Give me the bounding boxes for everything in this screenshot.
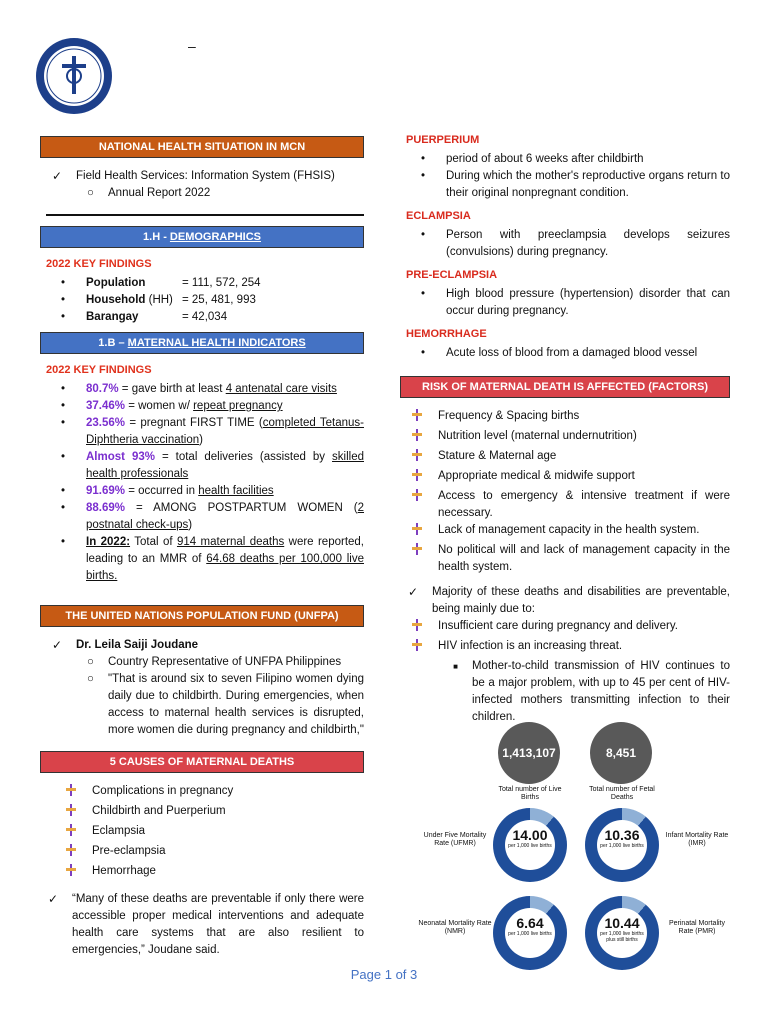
section-header-risk-factors: RISK OF MATERNAL DEATH IS AFFECTED (FACTORS) [400,376,730,398]
list-item: Pre-eclampsia [60,843,364,863]
section-header-causes: 5 CAUSES OF MATERNAL DEATHS [40,751,364,773]
ufmr-ring: 14.00 per 1,000 live births [493,808,567,882]
pin-icon [406,522,438,542]
pmr-ring: 10.44 per 1,000 live births plus still births [585,896,659,970]
list-item: No political will and lack of management capacity in the health system. [406,542,730,576]
pin-icon [406,408,438,428]
section-header-unfpa: THE UNITED NATIONS POPULATION FUND (UNFPA) [40,605,364,627]
list-item: • Person with preeclampsia develops seizures (convulsions) during pregnancy. [400,227,730,261]
heading-puerperium: PUERPERIUM [406,134,480,146]
nmr-ring: 6.64 per 1,000 live births [493,896,567,970]
list-item: Lack of management capacity in the health system. [406,522,730,542]
list-item: Appropriate medical & midwife support [406,468,730,488]
key-findings-heading: 2022 KEY FINDINGS [46,364,152,376]
list-item: Hemorrhage [60,863,364,883]
list-item: ✓ Dr. Leila Saiji Joudane [44,637,364,654]
list-item: • 91.69% = occurred in health facilities [40,483,364,500]
circle-bullet-icon: ○ [87,673,94,685]
list-item: • Barangay = 42,034 [40,309,364,326]
list-item: ✓ Field Health Services: Information System (FHSIS) [44,168,364,185]
section-header-maternal-health-indicators: 1.B – MATERNAL HEALTH INDICATORS [40,332,364,354]
ufmr-label: Under Five Mortality Rate (UFMR) [423,832,487,847]
list-item: ✓ “Many of these deaths are preventable if only there were accessible proper medical interventions and adequate health care systems that are also resilient to emergencies,” Joudane said. [40,891,364,959]
list-item: • 80.7% = gave birth at least 4 antenatal care visits [40,381,364,398]
check-icon: ✓ [51,169,62,183]
list-item: • In 2022: Total of 914 maternal deaths were reported, leading to an MMR of 64.68 deaths per 100,000 live births. [40,534,364,585]
list-item: Insufficient care during pregnancy and delivery. [406,618,730,638]
bullet-icon: • [420,229,426,241]
right-column [400,134,730,726]
check-icon: ✓ [47,892,58,906]
demographics-list [40,275,364,326]
list-item: • Acute loss of blood from a damaged blood vessel [400,345,730,362]
check-icon: ✓ [407,585,418,599]
list-item: HIV infection is an increasing threat. [406,638,730,658]
fetal-deaths-label: Total number of Fetal Deaths [589,786,655,801]
bullet-icon: • [420,347,426,359]
circle-bullet-icon: ○ [87,187,94,199]
pin-icon [406,542,438,562]
circle-bullet-icon: ○ [87,656,94,668]
list-item: Eclampsia [60,823,364,843]
heading-hemorrhage: HEMORRHAGE [406,328,487,340]
divider [46,214,364,216]
section-header-national-health: NATIONAL HEALTH SITUATION IN MCN [40,136,364,158]
live-births-label: Total number of Live Births [498,786,562,801]
list-item: Nutrition level (maternal undernutrition) [406,428,730,448]
heading-pre-eclampsia: PRE-ECLAMPSIA [406,269,498,281]
list-item: Access to emergency & intensive treatment if were necessary. [406,488,730,522]
nmr-label: Neonatal Mortality Rate (NMR) [418,920,492,935]
bullet-icon: • [60,294,66,306]
list-item: ○ Annual Report 2022 [76,185,364,202]
pin-icon [60,783,92,803]
list-item: • Almost 93% = total deliveries (assisted by skilled health professionals [40,449,364,483]
list-item: • 23.56% = pregnant FIRST TIME (completed Tetanus- Diphtheria vaccination) [40,415,364,449]
pin-icon [406,618,438,638]
list-item: ■ Mother-to-child transmission of HIV continues to be a major problem, with up to 45 per cent of HIV-infected mothers transmitting infection to their children. [440,658,730,726]
heading-eclampsia: ECLAMPSIA [406,210,471,222]
bullet-icon: • [60,400,66,412]
bullet-icon: • [420,288,426,300]
maternal-indicators-list [40,381,364,585]
left-column [40,136,364,959]
list-item: ○ Country Representative of UNFPA Philippines [76,654,364,671]
live-births-circle: 1,413,107 [498,722,560,784]
causes-list [60,783,364,883]
bullet-icon: • [60,383,66,395]
list-item: • High blood pressure (hypertension) disorder that can occur during pregnancy. [400,286,730,320]
section-header-demographics: 1.H - DEMOGRAPHICS [40,226,364,248]
bullet-icon: • [60,502,66,514]
school-seal-logo [34,36,114,116]
page-number: Page 1 of 3 [350,967,418,982]
bullet-icon: • [60,485,66,497]
list-item: • 88.69% = AMONG POSTPARTUM WOMEN (2 postnatal check-ups) [40,500,364,534]
bullet-icon: • [60,311,66,323]
list-item: • Household (HH) = 25, 481, 993 [40,292,364,309]
list-item: • period of about 6 weeks after childbirth [400,151,730,168]
list-item: • Population = 111, 572, 254 [40,275,364,292]
header-dash: – [188,38,196,54]
pmr-label: Perinatal Mortality Rate (PMR) [668,920,726,935]
square-bullet-icon: ■ [453,662,458,671]
list-item: Frequency & Spacing births [406,408,730,428]
pin-icon [60,803,92,823]
bullet-icon: • [60,417,66,429]
list-item: Childbirth and Puerperium [60,803,364,823]
pin-icon [406,638,438,658]
list-item: Complications in pregnancy [60,783,364,803]
fetal-deaths-circle: 8,451 [590,722,652,784]
list-item: Stature & Maternal age [406,448,730,468]
pin-icon [60,863,92,883]
list-item: • During which the mother's reproductive organs return to their original nonpregnant condition. [400,168,730,202]
pin-icon [406,448,438,468]
bullet-icon: • [420,153,426,165]
bullet-icon: • [60,536,66,548]
bullet-icon: • [60,277,66,289]
imr-ring: 10.36 per 1,000 live births [585,808,659,882]
list-item: ○ "That is around six to seven Filipino women dying daily due to childbirth. During emergencies, when access to maternal health services is disrupted, more women die during pregnancy and childbirth," [76,671,364,739]
check-icon: ✓ [51,638,62,652]
factors-list [406,408,730,576]
mortality-stats-graphic [410,722,740,972]
imr-label: Infant Mortality Rate (IMR) [665,832,729,847]
pin-icon [406,468,438,488]
causes-sublist [406,618,730,658]
key-findings-heading: 2022 KEY FINDINGS [46,258,152,270]
bullet-icon: • [420,170,426,182]
pin-icon [60,843,92,863]
bullet-icon: • [60,451,66,463]
list-item: • 37.46% = women w/ repeat pregnancy [40,398,364,415]
pin-icon [406,428,438,448]
pin-icon [60,823,92,843]
list-item: ✓ Majority of these deaths and disabilities are preventable, being mainly due to: [400,584,730,618]
pin-icon [406,488,438,508]
